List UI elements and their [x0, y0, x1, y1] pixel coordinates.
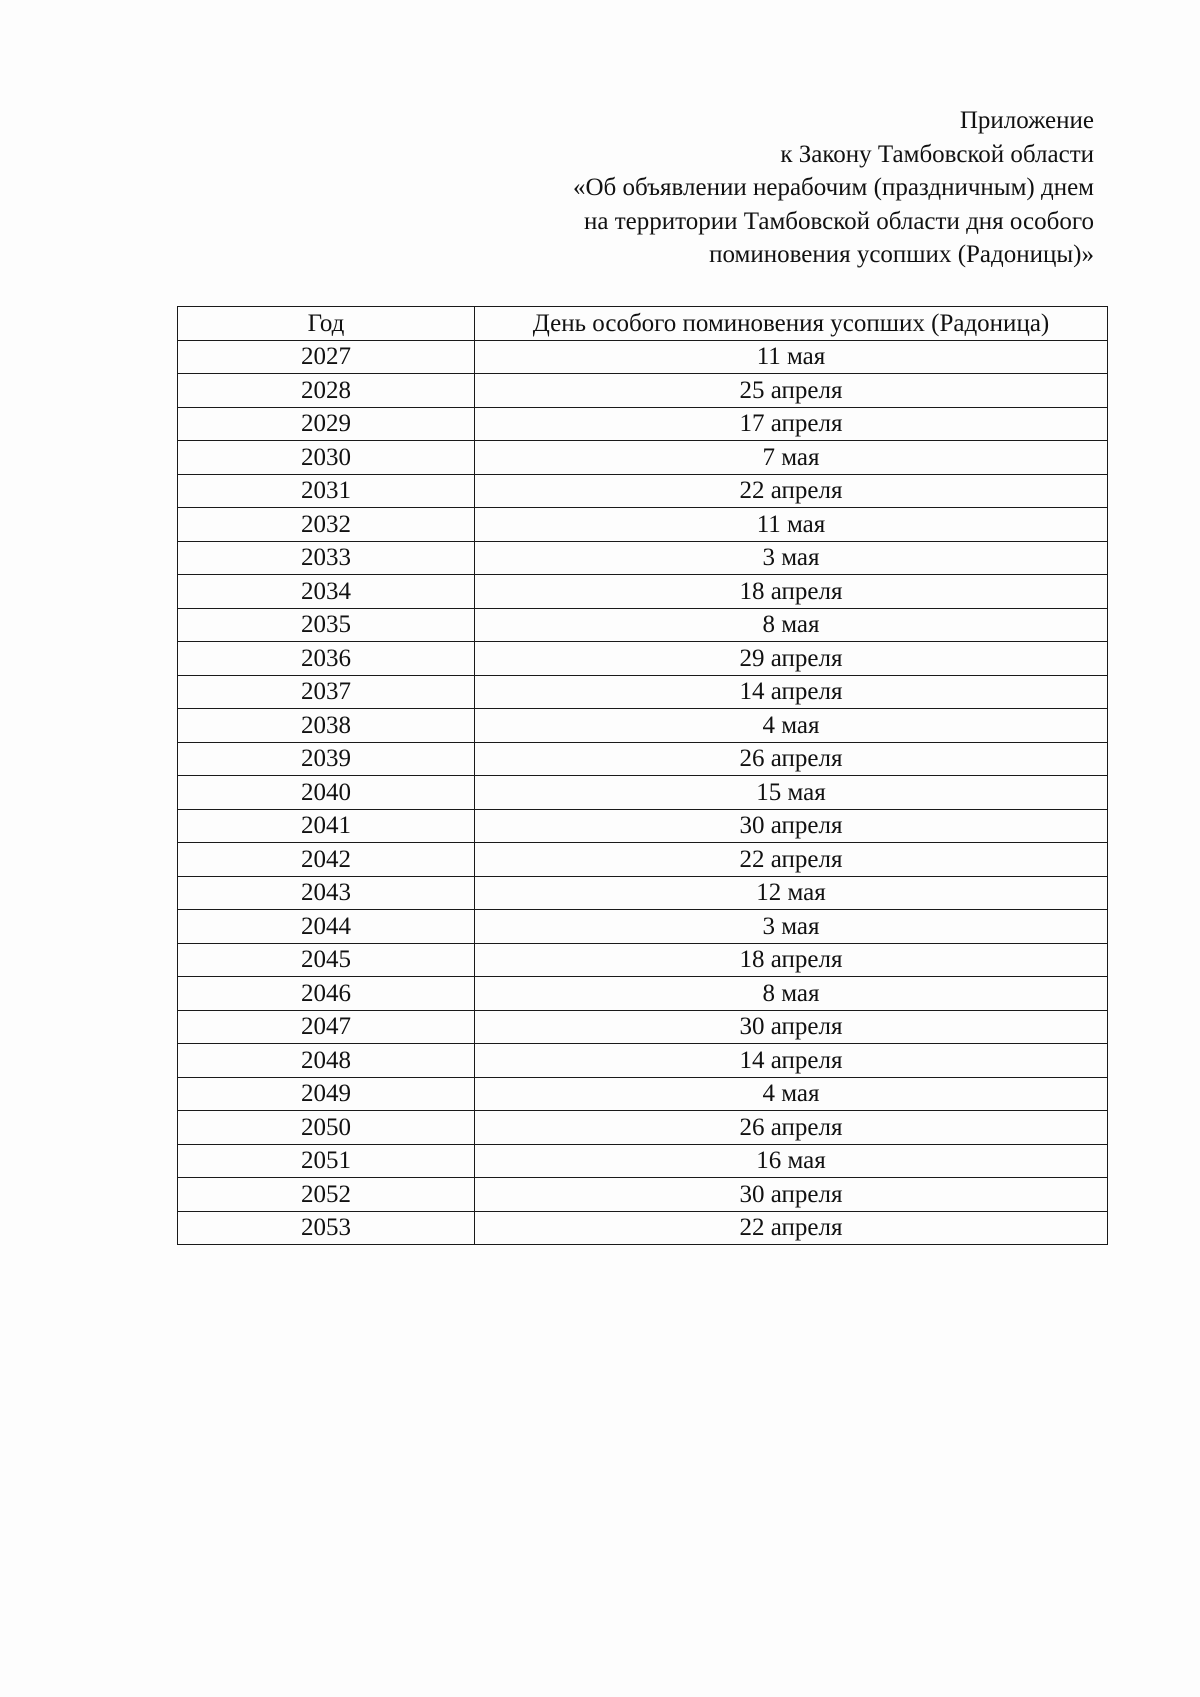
year-cell: 2038 [178, 709, 475, 743]
day-cell: 18 апреля [475, 943, 1108, 977]
table-row [178, 675, 1108, 709]
table-row [178, 977, 1108, 1011]
table-row [178, 1010, 1108, 1044]
year-cell: 2035 [178, 608, 475, 642]
day-cell: 25 апреля [475, 374, 1108, 408]
table-row [178, 910, 1108, 944]
day-cell: 30 апреля [475, 809, 1108, 843]
table-row [178, 642, 1108, 676]
day-cell: 4 мая [475, 1077, 1108, 1111]
day-cell: 11 мая [475, 508, 1108, 542]
day-cell: 29 апреля [475, 642, 1108, 676]
table-row [178, 742, 1108, 776]
day-cell: 14 апреля [475, 675, 1108, 709]
table-row [178, 1077, 1108, 1111]
day-cell: 30 апреля [475, 1010, 1108, 1044]
year-cell: 2045 [178, 943, 475, 977]
day-cell: 3 мая [475, 541, 1108, 575]
table-row [178, 441, 1108, 475]
table-row [178, 1111, 1108, 1145]
table-row [178, 407, 1108, 441]
table-row [178, 575, 1108, 609]
column-header-day: День особого поминовения усопших (Радоница) [475, 307, 1108, 341]
day-cell: 30 апреля [475, 1178, 1108, 1212]
year-cell: 2046 [178, 977, 475, 1011]
year-cell: 2029 [178, 407, 475, 441]
year-cell: 2039 [178, 742, 475, 776]
year-cell: 2048 [178, 1044, 475, 1078]
year-cell: 2030 [178, 441, 475, 475]
year-cell: 2044 [178, 910, 475, 944]
year-cell: 2027 [178, 340, 475, 374]
day-cell: 7 мая [475, 441, 1108, 475]
day-cell: 22 апреля [475, 1211, 1108, 1245]
table-row [178, 1044, 1108, 1078]
day-cell: 15 мая [475, 776, 1108, 810]
day-cell: 26 апреля [475, 1111, 1108, 1145]
table-row [178, 776, 1108, 810]
table-row [178, 374, 1108, 408]
table-row [178, 843, 1108, 877]
day-cell: 17 апреля [475, 407, 1108, 441]
year-cell: 2036 [178, 642, 475, 676]
table-row [178, 608, 1108, 642]
day-cell: 11 мая [475, 340, 1108, 374]
year-cell: 2047 [178, 1010, 475, 1044]
year-cell: 2028 [178, 374, 475, 408]
table-row [178, 809, 1108, 843]
table-header-row [178, 307, 1108, 341]
table-row [178, 1178, 1108, 1212]
table-row [178, 474, 1108, 508]
year-cell: 2050 [178, 1111, 475, 1145]
year-cell: 2042 [178, 843, 475, 877]
year-cell: 2049 [178, 1077, 475, 1111]
table-row [178, 943, 1108, 977]
table-row [178, 876, 1108, 910]
table-row [178, 508, 1108, 542]
year-cell: 2034 [178, 575, 475, 609]
day-cell: 8 мая [475, 977, 1108, 1011]
year-cell: 2043 [178, 876, 475, 910]
year-cell: 2037 [178, 675, 475, 709]
year-cell: 2053 [178, 1211, 475, 1245]
day-cell: 3 мая [475, 910, 1108, 944]
day-cell: 14 апреля [475, 1044, 1108, 1078]
year-cell: 2040 [178, 776, 475, 810]
year-cell: 2032 [178, 508, 475, 542]
header-line: «Об объявлении нерабочим (праздничным) днем [572, 174, 1094, 201]
header-line: Приложение [959, 107, 1094, 134]
day-cell: 22 апреля [475, 843, 1108, 877]
table-row [178, 541, 1108, 575]
day-cell: 12 мая [475, 876, 1108, 910]
day-cell: 26 апреля [475, 742, 1108, 776]
day-cell: 16 мая [475, 1144, 1108, 1178]
year-cell: 2031 [178, 474, 475, 508]
table-row [178, 1211, 1108, 1245]
table-body [178, 340, 1108, 1245]
appendix-header [573, 104, 1094, 272]
year-cell: 2033 [178, 541, 475, 575]
header-line: поминовения усопших (Радоницы)» [709, 241, 1094, 268]
radonitsa-dates-table [177, 306, 1108, 1245]
day-cell: 22 апреля [475, 474, 1108, 508]
header-line: на территории Тамбовской области дня особого [583, 207, 1094, 235]
table-row [178, 709, 1108, 743]
day-cell: 4 мая [475, 709, 1108, 743]
day-cell: 18 апреля [475, 575, 1108, 609]
year-cell: 2041 [178, 809, 475, 843]
day-cell: 8 мая [475, 608, 1108, 642]
header-line: к Закону Тамбовской области [780, 140, 1094, 168]
table-row [178, 1144, 1108, 1178]
year-cell: 2052 [178, 1178, 475, 1212]
table-row [178, 340, 1108, 374]
year-cell: 2051 [178, 1144, 475, 1178]
column-header-year: Год [178, 307, 475, 341]
